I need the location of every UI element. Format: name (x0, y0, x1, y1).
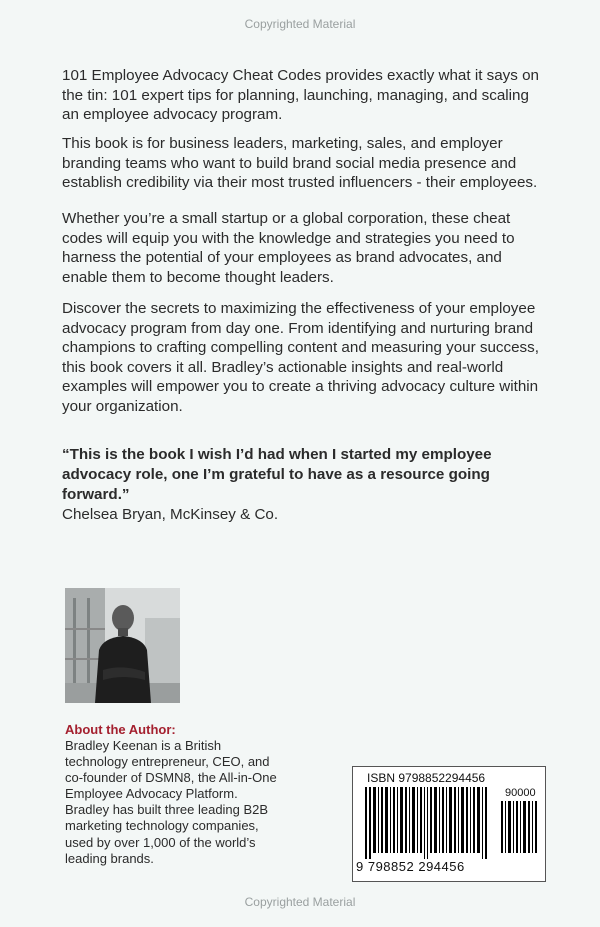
testimonial-quote: “This is the book I wish I’d had when I started my employee advocacy role, one I’m grateful to have as a resource going forward.” (62, 446, 492, 503)
about-author-body: Bradley Keenan is a British technology entrepreneur, CEO, and co-founder of DSMN8, the All-in-One Employee Advocacy Platform. Bradley has built three leading B2B marketing technology companies, used by over 1,000 of the world’s leading brands. (65, 738, 277, 866)
barcode-bars (353, 787, 545, 859)
description-paragraph-4: Discover the secrets to maximizing the effectiveness of your employee advocacy program from day one. From identifying and nurturing brand champions to crafting compelling content and measuring your success, this book covers it all. Bradley’s actionable insights and real-world examples will empower you to create a thriving advocacy culture within your organization. (62, 300, 539, 415)
testimonial-attribution: Chelsea Bryan, McKinsey & Co. (62, 506, 279, 523)
price-code: 90000 (505, 787, 536, 799)
isbn-barcode (352, 766, 546, 882)
testimonial (62, 445, 542, 525)
isbn-label: ISBN 9798852294456 (367, 771, 486, 785)
watermark-top: Copyrighted Material (244, 17, 356, 31)
description-paragraph-1: 101 Employee Advocacy Cheat Codes provides exactly what it says on the tin: 101 expert tips for planning, launching, managing, and scaling an employee advocacy program. (62, 67, 539, 123)
about-author-heading: About the Author: (65, 722, 176, 737)
description-paragraph-3: Whether you’re a small startup or a global corporation, these cheat codes will equip you with the knowledge and strategies you need to harness the potential of your employees as brand advocates, and enable them to become thought leaders. (62, 210, 515, 286)
description-paragraph-2: This book is for business leaders, marketing, sales, and employer branding teams who want to build brand social media presence and establish credibility via their most trusted influencers - their employees. (62, 135, 538, 191)
barcode-digits: 9 798852 294456 (356, 859, 465, 874)
author-photo (65, 588, 180, 703)
watermark-bottom: Copyrighted Material (244, 895, 356, 909)
